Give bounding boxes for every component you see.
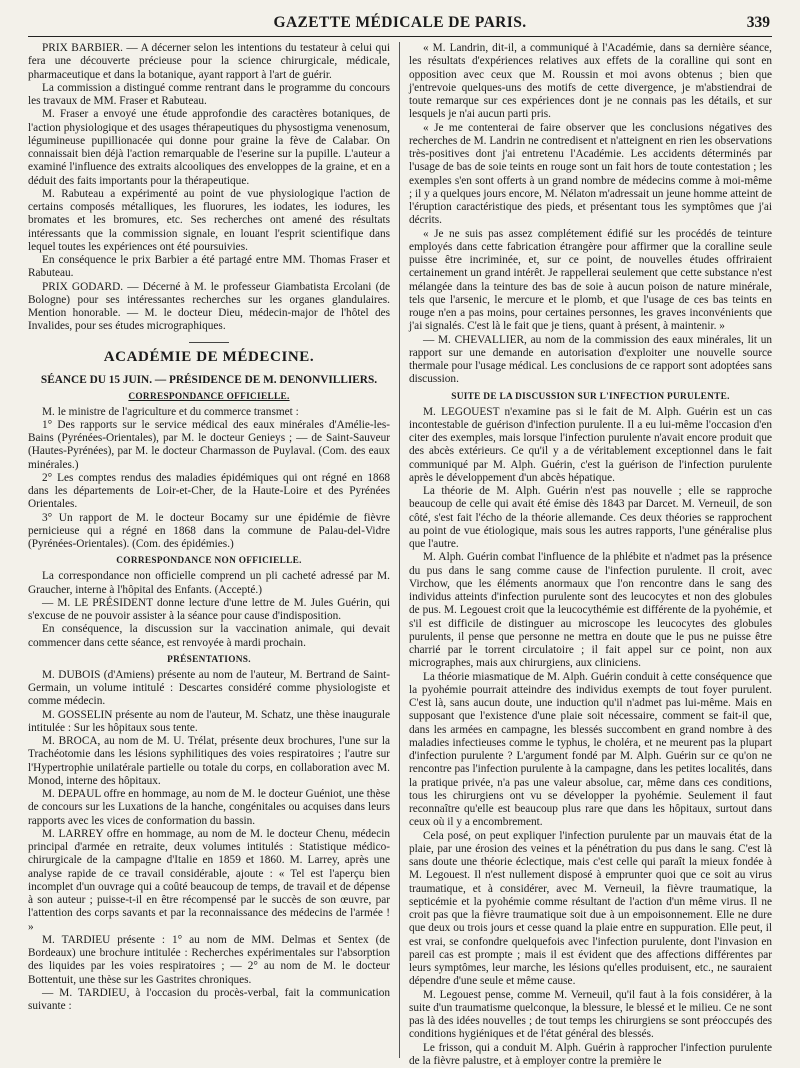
paragraph: M. Fraser a envoyé une étude approfondie des caractères botaniques, de l'action physiologique et des usages thérapeutiques du physostigma venenosum, légumineuse pupillionacée qui donne pour graine la fève de Calabar. On connaissait bien déjà l'action remarquable de l'eserine sur la pupille. L'auteur a examiné l'influence des extraits alcooliques des enveloppes de la graine, et en a déduit des faits importants pour la thérapeutique. bbox=[28, 108, 390, 188]
paragraph: M. LARREY offre en hommage, au nom de M. le docteur Chenu, médecin principal d'armée en retraite, deux volumes intitulés : Statistique médico-chirurgicale de la campagne d'Italie en 1859 et 1860. M. Larrey, après une analyse rapide de ce travail considérable, ajoute : « Tel est l'aperçu bien incomplet d'un ouvrage qui a coûté beaucoup de temps, de travail et de dépense à son auteur ; puisse-t-il en être récompensé par le succès de son œuvre, par l'attention des corps savants et par la reconnaissance des médecins de l'armée ! » bbox=[28, 828, 390, 934]
paragraph: 1° Des rapports sur le service médical des eaux minérales d'Amélie-les-Bains (Pyrénées-Orientales), par M. le docteur Genieys ; — de Saint-Sauveur (Hautes-Pyrénées), par M. le docteur Charmasson de Puylaval. (Com. des eaux minérales.) bbox=[28, 419, 390, 472]
section-title: ACADÉMIE DE MÉDECINE. bbox=[28, 349, 390, 366]
paragraph: 3° Un rapport de M. le docteur Bocamy sur une épidémie de fièvre pernicieuse qui a régné en 1868 dans la commune de Palau-del-Vidre (Pyrénées-Orientales). (Com. des épidémies.) bbox=[28, 512, 390, 552]
paragraph: M. DUBOIS (d'Amiens) présente au nom de l'auteur, M. Bertrand de Saint-Germain, un volume intitulé : Descartes considéré comme physiologiste et comme médecin. bbox=[28, 669, 390, 709]
subsection-heading: SUITE DE LA DISCUSSION SUR L'INFECTION PURULENTE. bbox=[409, 392, 772, 402]
paragraph: En conséquence, la discussion sur la vaccination animale, qui devait commencer dans cette séance, est renvoyée à mardi prochain. bbox=[28, 623, 390, 650]
paragraph: « Je ne suis pas assez complétement édifié sur les procédés de teinture employés dans cette fabrication étrangère pour affirmer que la coralline seule puisse être incriminée, et, sur ce point, de nouvelles études offriraient certainement un grand intérêt. Je rappellerai seulement que cette substance n'est mélangée dans la teinture des bas de soie à aucun poison de nature minérale, tels que l'arsenic, le mercure et le plomb, et que l'usage de ces bas teints en rouge n'en a pas moins, pour certaines personnes, les graves inconvénients que j'ai signalés. C'est là le fait que je tiens, quant à présent, à maintenir. » bbox=[409, 228, 772, 334]
paragraph: M. Rabuteau a expérimenté au point de vue physiologique l'action de certains composés métalliques, les fluorures, les iodates, les iodures, les bromates et les bromures, etc. Ses recherches ont amené des résultats intéressants que la commission signale, en louant l'esprit scientifique dans lequel toutes les expériences ont été poursuivies. bbox=[28, 188, 390, 254]
subsection-heading: CORRESPONDANCE OFFICIELLE. bbox=[28, 392, 390, 402]
paragraph: La théorie miasmatique de M. Alph. Guérin conduit à cette conséquence que la pyohémie pourrait atteindre des individus exempts de tout foyer purulent. C'est là, sans aucun doute, une induction qu'il n'admet pas lui-même. Mais en supposant que l'existence d'une plaie soit nécessaire, comment se fait-il que, dans les armées en campagne, les blessés succombent en grand nombre à des maladies infectieuses comme le typhus, le choléra, et ne meurent pas la plupart d'infection purulente ? L'argument fondé par M. Alph. Guérin sur ce qu'on ne rencontre pas l'infection purulente à la campagne, dans les petites localités, dans la pratique privée, n'a pas une valeur absolue, car, même dans ces conditions, tous les chirurgiens ont vu se développer la pyohémie. Seulement il faut reconnaître qu'elle est beaucoup plus rare que dans les hôpitaux, surtout dans ceux où il y a encombrement. bbox=[409, 671, 772, 830]
page-number: 339 bbox=[747, 14, 770, 32]
paragraph: M. GOSSELIN présente au nom de l'auteur, M. Schatz, une thèse inaugurale intitulée : Sur les hôpitaux sous tente. bbox=[28, 709, 390, 736]
subsection-heading: CORRESPONDANCE NON OFFICIELLE. bbox=[28, 556, 390, 566]
paragraph: PRIX BARBIER. — A décerner selon les intentions du testateur à celui qui fera une découverte précieuse pour la science chirurgicale, médicale, pharmaceutique et dans la botanique, ayant rapport à l'art de guérir. bbox=[28, 42, 390, 82]
right-column bbox=[400, 42, 772, 1058]
paragraph: « Je me contenterai de faire observer que les conclusions négatives des recherches de M. Landrin ne contredisent et n'atteignent en rien les observations très-positives dont j'ai entretenu l'Académie. Les accidents déterminés par l'usage de bas de soie teints en rouge sont un fait hors de toute contestation ; les exemples s'en sont offerts à un grand nombre de médecins comme à moi-même ; il y a quelques jours encore, M. Nélaton m'adressait un jeune homme atteint de l'éruption caractéristique des pieds, et présentant tous les symptômes que j'ai décrits. bbox=[409, 122, 772, 228]
paragraph: M. LEGOUEST n'examine pas si le fait de M. Alph. Guérin est un cas incontestable de guérison d'infection purulente. Il a eu lui-même l'occasion d'en citer des exemples, mais lorsque l'infection purulente n'avait encore produit que des abcès extérieurs. Ce qu'il y a de véritablement exceptionnel dans le fait communiqué par M. Alph. Guérin, c'est la guérison de l'infection purulente après le développement d'un abcès hépatique. bbox=[409, 406, 772, 486]
paragraph: PRIX GODARD. — Décerné à M. le professeur Giambatista Ercolani (de Bologne) pour ses intéressantes recherches sur les organes glandulaires. Mention honorable. — M. le docteur Dieu, médecin-major de l'hôtel des Invalides, pour ses études micrographiques. bbox=[28, 281, 390, 334]
session-heading: SÉANCE DU 15 JUIN. — PRÉSIDENCE DE M. DENONVILLIERS. bbox=[28, 374, 390, 386]
paragraph: 2° Les comptes rendus des maladies épidémiques qui ont régné en 1868 dans les départements de Loir-et-Cher, de la Haute-Loire et des Pyrénées Orientales. bbox=[28, 472, 390, 512]
paragraph: M. le ministre de l'agriculture et du commerce transmet : bbox=[28, 406, 390, 419]
paragraph: M. TARDIEU présente : 1° au nom de MM. Delmas et Sentex (de Bordeaux) une brochure intitulée : Recherches expérimentales sur l'absorption des liquides par les voies respiratoires ; — 2° au nom de M. le docteur Bottentuit, une thèse sur les Gastrites chroniques. bbox=[28, 934, 390, 987]
paragraph: La correspondance non officielle comprend un pli cacheté adressé par M. Graucher, interne à l'hôpital des Enfants. (Accepté.) bbox=[28, 570, 390, 597]
journal-title: GAZETTE MÉDICALE DE PARIS. bbox=[28, 14, 772, 32]
paragraph: M. BROCA, au nom de M. U. Trélat, présente deux brochures, l'une sur la Trachéotomie dans les lésions syphilitiques des voies respiratoires ; l'autre sur l'Hypertrophie unilatérale partielle ou totale du corps, en collaboration avec M. Monod, interne des hôpitaux. bbox=[28, 735, 390, 788]
paragraph: Le frisson, qui a conduit M. Alph. Guérin à rapprocher l'infection purulente de la fièvre palustre, et à employer contre la première le bbox=[409, 1042, 772, 1068]
paragraph: Cela posé, on peut expliquer l'infection purulente par un mauvais état de la plaie, par une érosion des veines et la pénétration du pus dans le sang. C'est là sans doute une théorie éclectique, mais c'est celle qui paraît la mieux fondée à M. Legouest. Il n'est nullement disposé à emprunter quoi que ce soit au virus traumatique, et à considérer, avec M. Verneuil, la fièvre traumatique, la septicémie et la pyohémie comme résultant de l'action d'un même virus. Il ne croit pas que la fièvre traumatique soit due à un empoisonnement. Elle ne dure que deux ou trois jours et cesse quand la plaie entre en suppuration. Elle peut, il est vrai, se confondre quelquefois avec l'infection purulente, dont l'invasion en pareil cas est prompte ; mais il est évident que des affections différentes par leurs symptômes, leur marche, les lésions qu'elles produisent, etc., ne sauraient dépendre d'une seule et même cause. bbox=[409, 830, 772, 989]
paragraph: « M. Landrin, dit-il, a communiqué à l'Académie, dans sa dernière séance, les résultats d'expériences relatives aux effets de la coralline qui sont en opposition avec ceux que M. Roussin et moi avons obtenus ; bien que j'entrevoie quelques-uns des motifs de cette divergence, je m'abstiendrai de toute remarque sur ces expériences dont je ne connais pas les détails, et sur lesquels je n'ai aucun parti pris. bbox=[409, 42, 772, 122]
paragraph: M. Legouest pense, comme M. Verneuil, qu'il faut à la fois considérer, à la suite d'un traumatisme quelconque, la blessure, le blessé et le milieu. Ce ne sont pas là des idées nouvelles ; de tout temps les chirurgiens se sont préoccupés des conditions hygiéniques et de l'état général des blessés. bbox=[409, 989, 772, 1042]
paragraph: — M. CHEVALLIER, au nom de la commission des eaux minérales, lit un rapport sur une demande en autorisation d'exploiter une nouvelle source thermale pour l'usage médical. Les conclusions de ce rapport sont adoptées sans discussion. bbox=[409, 334, 772, 387]
page-header bbox=[28, 12, 772, 37]
section-divider bbox=[189, 342, 229, 343]
subsection-heading: PRÉSENTATIONS. bbox=[28, 655, 390, 665]
paragraph: M. Alph. Guérin combat l'influence de la phlébite et n'admet pas la présence du pus dans le sang comme cause de l'infection purulente. Il croit, avec Virchow, que les éléments anormaux que l'on rencontre dans le sang des individus atteints d'infection purulente sont des leucocytes et non des globules de pus. M. Legouest croit que la leucocythémie est différente de la pyohémie, et s'il est difficile de distinguer au microscope les leucocytes des globules purulents, il pense que personne ne mettra en doute que le pus ne puisse être charrié par le torrent circulatoire ; il fait appel sur ce point, non aux micrographes, mais aux chirurgiens, aux cliniciens. bbox=[409, 551, 772, 670]
paragraph: M. DEPAUL offre en hommage, au nom de M. le docteur Guéniot, une thèse de concours sur les Luxations de la hanche, congénitales ou acquises dans leurs rapports avec les vices de conformation du bassin. bbox=[28, 788, 390, 828]
paragraph: — M. LE PRÉSIDENT donne lecture d'une lettre de M. Jules Guérin, qui s'excuse de ne pouvoir assister à la séance pour cause d'indisposition. bbox=[28, 597, 390, 624]
paragraph: En conséquence le prix Barbier a été partagé entre MM. Thomas Fraser et Rabuteau. bbox=[28, 254, 390, 281]
paragraph: La théorie de M. Alph. Guérin n'est pas nouvelle ; elle se rapproche beaucoup de celle qui avait été émise dès 1843 par Darcet. M. Verneuil, de son côté, s'est fait l'écho de la théorie allemande. Ces deux théories se rapprochent au point de vue étiologique, mais sous les autres rapports, l'une généralise plus que l'autre. bbox=[409, 485, 772, 551]
left-column bbox=[28, 42, 400, 1058]
paragraph: La commission a distingué comme rentrant dans le programme du concours les travaux de MM. Fraser et Rabuteau. bbox=[28, 82, 390, 109]
paragraph: — M. TARDIEU, à l'occasion du procès-verbal, fait la communication suivante : bbox=[28, 987, 390, 1014]
text-columns bbox=[28, 42, 772, 1058]
